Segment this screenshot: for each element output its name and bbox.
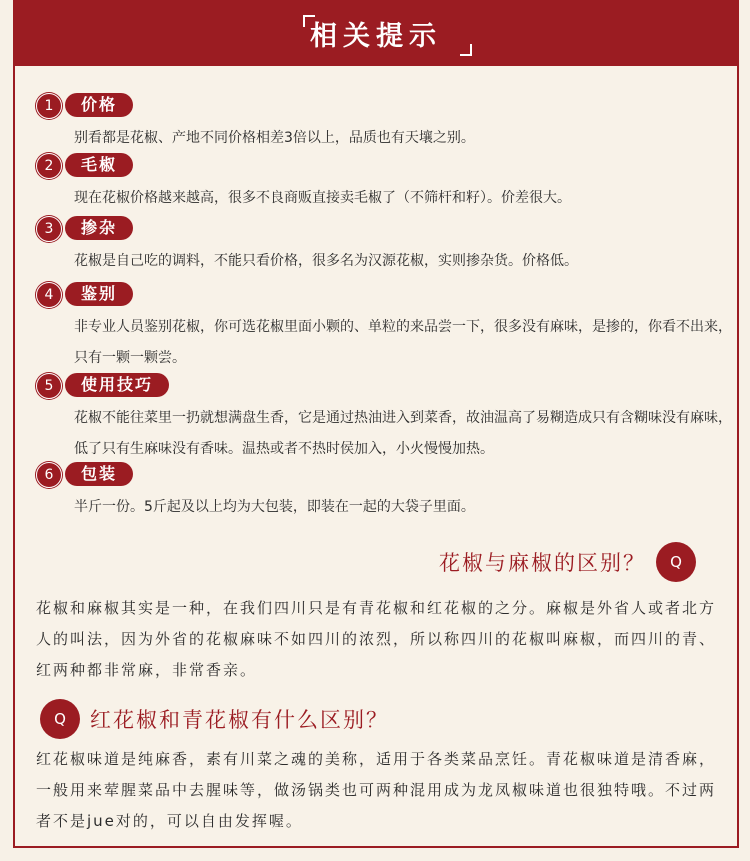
tip-title: 鉴别 [65,282,133,306]
corner-bracket-icon [460,44,472,56]
header-banner [13,0,739,66]
q-icon: Q [656,542,696,582]
tip-title: 包装 [65,462,133,486]
tip-text: 别看都是花椒、产地不同价格相差3倍以上，品质也有天壤之别。 [74,130,475,146]
tip-text: 花椒不能往菜里一扔就想满盘生香，它是通过热油进入到菜香，故油温高了易糊造成只有含糊味没有麻味，低了只有生麻味没有香味。温热或者不热时侯加入，小火慢慢加热。 [74,410,732,457]
qa1-heading [439,542,696,582]
number-badge: 4 [36,282,62,308]
number-badge: 5 [36,373,62,399]
tip-title: 价格 [65,93,133,117]
tip-item [36,93,726,154]
page-title: 相关提示 [310,20,442,52]
tip-text: 半斤一份。5斤起及以上均为大包装，即装在一起的大袋子里面。 [74,499,475,515]
q-icon: Q [40,699,80,739]
tip-item [36,373,732,465]
number-badge: 3 [36,216,62,242]
qa2-question: 红花椒和青花椒有什么区别？ [90,708,389,732]
qa2-heading [40,699,389,739]
tip-title: 毛椒 [65,153,133,177]
qa1-answer: 花椒和麻椒其实是一种，在我们四川只是有青花椒和红花椒的之分。麻椒是外省人或者北方人的叫法，因为外省的花椒麻味不如四川的浓烈，所以称四川的花椒叫麻椒，而四川的青、红两种都非常麻，非常香亲。 [36,599,717,679]
qa2-answer: 红花椒味道是纯麻香，素有川菜之魂的美称，适用于各类菜品烹饪。青花椒味道是清香麻，一般用来荤腥菜品中去腥味等，做汤锅类也可两种混用成为龙凤椒味道也很独特哦。不过两者不是jue对的，可以自由发挥喔。 [36,750,717,830]
number-badge: 6 [36,462,62,488]
tip-item [36,462,726,523]
tip-title: 掺杂 [65,216,133,240]
tip-item [36,282,732,374]
tip-item [36,216,726,277]
tip-text: 花椒是自己吃的调料，不能只看价格，很多名为汉源花椒，实则掺杂货。价格低。 [74,253,578,269]
qa1-question: 花椒与麻椒的区别？ [439,551,646,575]
number-badge: 2 [36,153,62,179]
number-badge: 1 [36,93,62,119]
tip-text: 非专业人员鉴别花椒，你可选花椒里面小颗的、单粒的来品尝一下，很多没有麻味，是掺的，你看不出来，只有一颗一颗尝。 [74,319,732,366]
tip-text: 现在花椒价格越来越高，很多不良商贩直接卖毛椒了（不筛杆和籽）。价差很大。 [74,190,571,206]
tip-item [36,153,726,214]
tip-title: 使用技巧 [65,373,169,397]
